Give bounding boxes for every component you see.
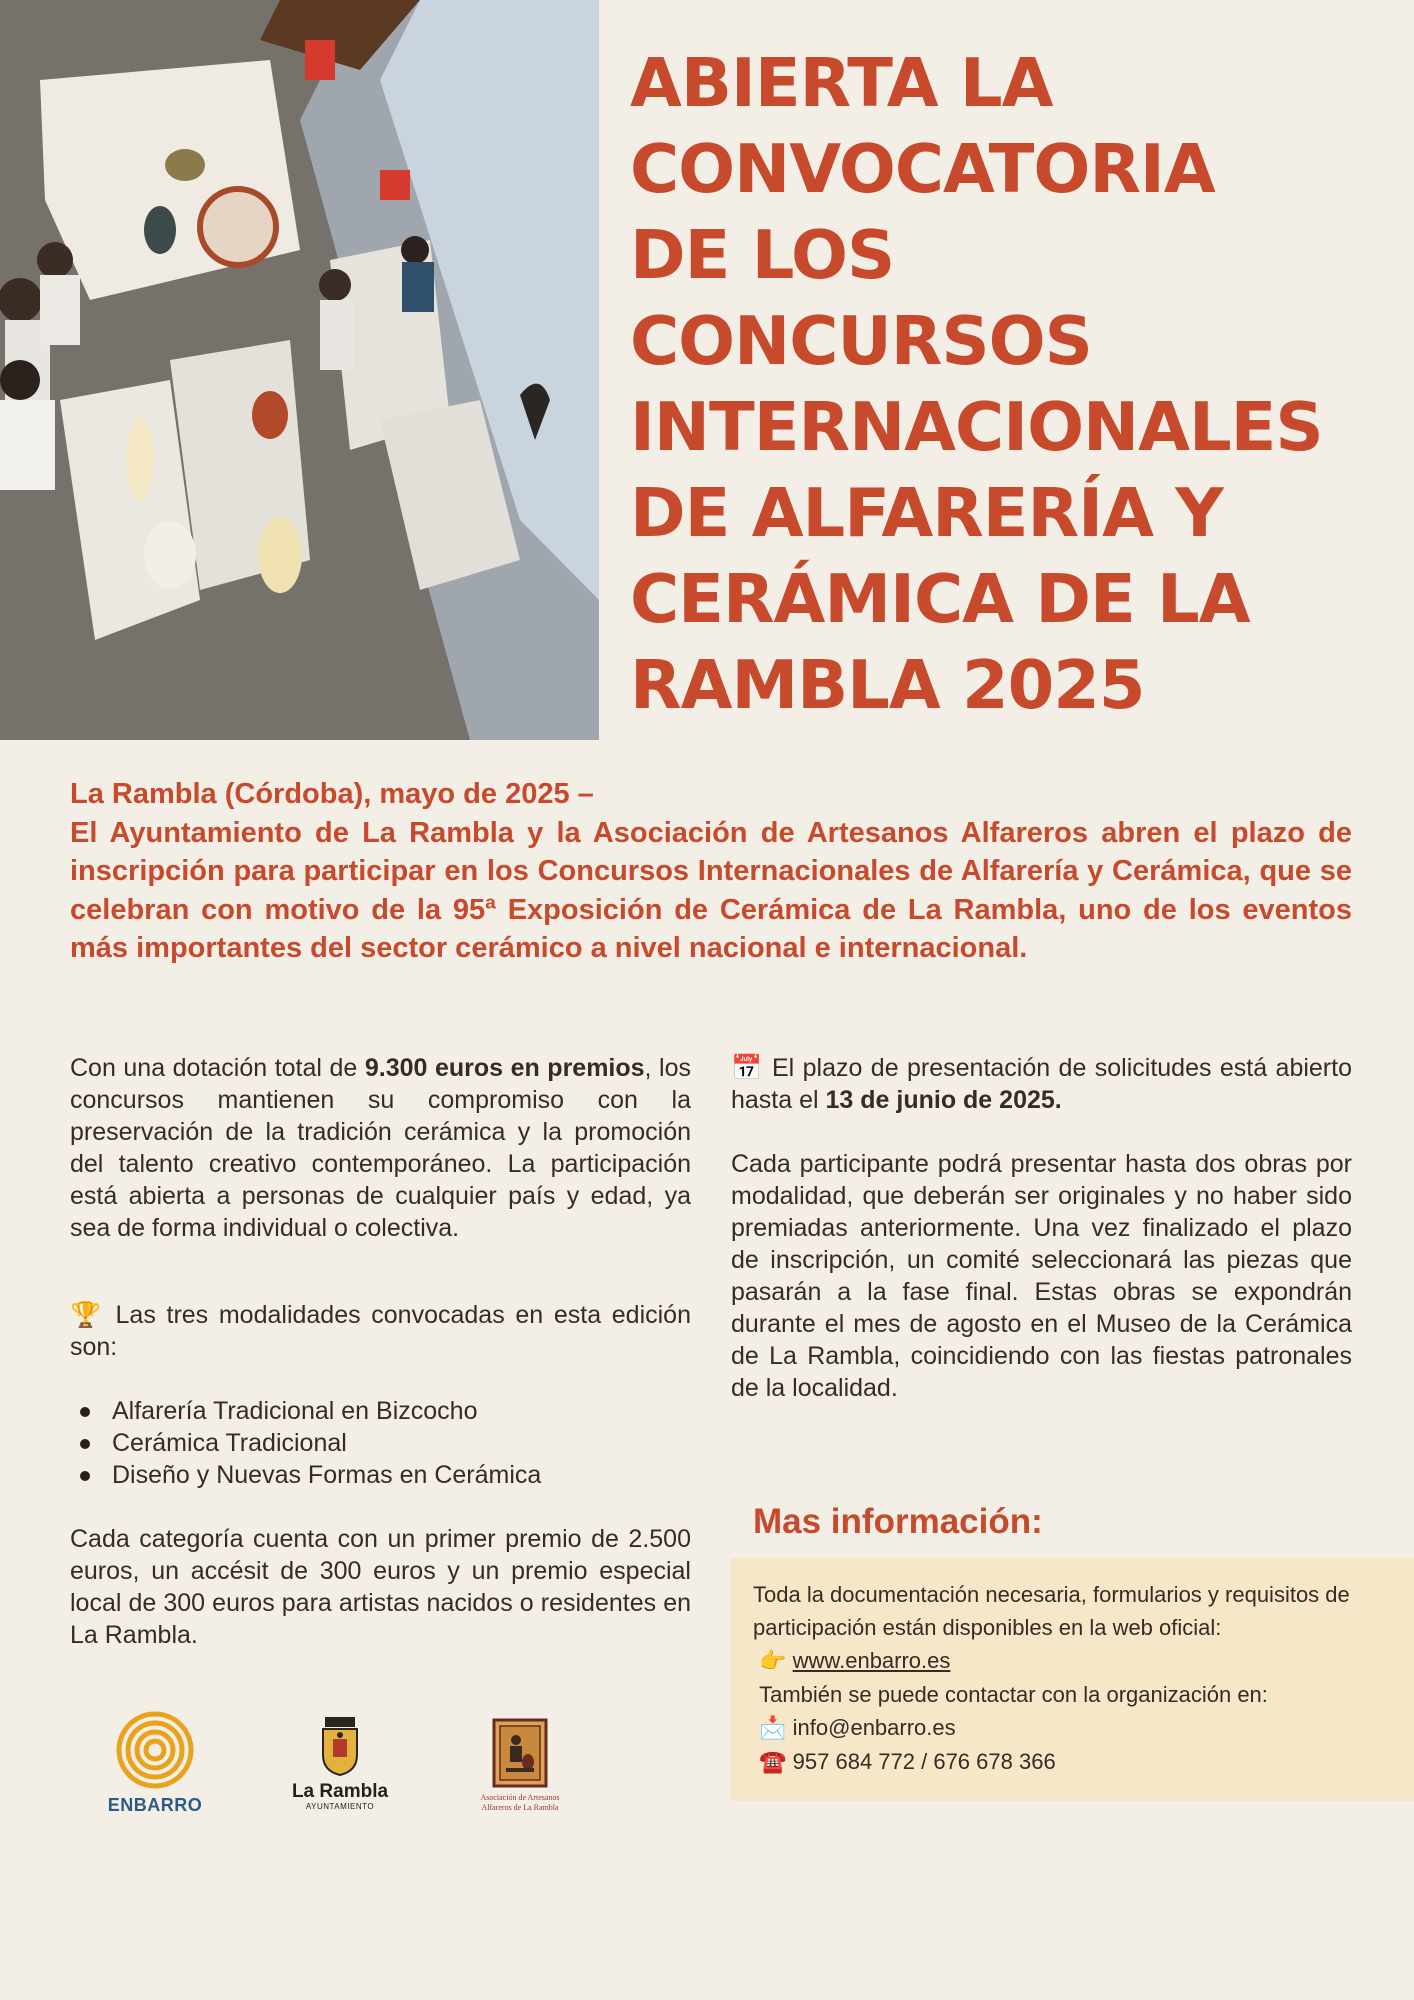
prizes-paragraph: Cada categoría cuenta con un primer premio de 2.500 euros, un accésit de 300 euros y un premio especial local de 300 euros para artistas nacidos o residentes en La Rambla. — [70, 1525, 691, 1649]
asociacion-name-line2: Alfareros de La Rambla — [481, 1803, 559, 1812]
potter-emblem-icon — [492, 1718, 548, 1788]
works-paragraph: Cada participante podrá presentar hasta dos obras por modalidad, que deberán ser originales y no haber sido premiadas anteriormente. Una vez finalizado el plazo de inscripción, un comité seleccionará las piezas que pasarán a la fase final. Estas obras se expondrán durante el mes de agosto en el Museo de la Cerámica de La Rambla, coincidiendo con las fiestas patronales de la localidad. — [731, 1150, 1352, 1402]
text-span: Con una dotación total de — [70, 1054, 365, 1082]
title-line: INTERNACIONALES — [630, 388, 1323, 466]
asociacion-name-line1: Asociación de Artesanos — [480, 1793, 560, 1802]
left-column — [70, 1052, 691, 1651]
email-address[interactable]: info@enbarro.es — [792, 1715, 956, 1740]
dateline: La Rambla (Córdoba), mayo de 2025 – — [70, 778, 594, 810]
title-line: ABIERTA LA — [630, 44, 1053, 122]
text-span: El plazo de presentación de solicitudes está abierto hasta el — [731, 1054, 1352, 1114]
title-line: CERÁMICA DE LA — [630, 560, 1250, 638]
modalities-intro — [70, 1299, 691, 1363]
website-link[interactable]: www.enbarro.es — [792, 1648, 951, 1673]
list-item: Cerámica Tradicional — [112, 1427, 691, 1459]
modalities-intro-text: Las tres modalidades convocadas en esta edición son: — [70, 1301, 691, 1361]
list-item: Alfarería Tradicional en Bizcocho — [112, 1395, 691, 1427]
pointing-hand-icon: 👉 — [759, 1649, 787, 1674]
info-box — [731, 1558, 1414, 1801]
title-line: DE ALFARERÍA Y — [630, 474, 1223, 552]
la-rambla-sub: AYUNTAMIENTO — [305, 1802, 375, 1811]
enbarro-name: ENBARRO — [107, 1795, 203, 1815]
email-line — [753, 1711, 1394, 1745]
trophy-icon: 🏆 — [70, 1300, 105, 1329]
envelope-icon: 📩 — [759, 1716, 787, 1741]
la-rambla-name: La Rambla — [291, 1781, 389, 1802]
contact-label: También se puede contactar con la organización en: — [759, 1682, 1268, 1707]
title-line: CONVOCATORIA — [630, 130, 1215, 208]
web-line — [753, 1644, 1394, 1678]
deadline-paragraph — [731, 1052, 1352, 1116]
asociacion-logo — [460, 1718, 580, 1813]
contact-text — [753, 1678, 1394, 1711]
enbarro-spiral-icon — [115, 1710, 195, 1790]
phone-line — [753, 1745, 1394, 1779]
page-title — [630, 40, 1390, 728]
exhibition-photo — [0, 0, 599, 740]
la-rambla-logo — [280, 1715, 400, 1811]
text-span: , los concursos mantienen su compromiso con la preservación de la tradición cerámica y la promoción del talento creativo contemporáneo. La participación está abierta a personas de cualquier país y edad, ya sea de forma individual o colectiva. — [70, 1054, 691, 1242]
telephone-icon: ☎️ — [759, 1750, 787, 1775]
modalities-list — [70, 1395, 691, 1491]
sponsor-logos — [90, 1700, 610, 1830]
lead-body: El Ayuntamiento de La Rambla y la Asociación de Artesanos Alfareros abren el plazo de inscripción para participar en los Concursos Internacionales de Alfarería y Cerámica, que se celebran con motivo de la 95ª Exposición de Cerámica de La Rambla, uno de los eventos más importantes del sector cerámico a nivel nacional e internacional. — [70, 816, 1352, 964]
exhibition-photo-illustration — [0, 0, 599, 740]
docs-text: Toda la documentación necesaria, formularios y requisitos de participación están disponibles en la web oficial: — [753, 1582, 1350, 1640]
title-line: RAMBLA 2025 — [630, 646, 1145, 724]
prize-total-amount: 9.300 euros en premios — [364, 1054, 645, 1082]
enbarro-logo — [90, 1710, 220, 1816]
right-column — [731, 1052, 1352, 1404]
lead-paragraph — [70, 775, 1352, 968]
prize-total-paragraph — [70, 1052, 691, 1244]
title-line: CONCURSOS — [630, 302, 1092, 380]
title-line: DE LOS — [630, 216, 895, 294]
deadline-date: 13 de junio de 2025. — [825, 1086, 1062, 1114]
phone-numbers[interactable]: 957 684 772 / 676 678 366 — [792, 1749, 1056, 1774]
list-item: Diseño y Nuevas Formas en Cerámica — [112, 1459, 691, 1491]
coat-of-arms-icon — [315, 1715, 365, 1777]
calendar-icon: 📅 — [731, 1053, 764, 1082]
info-heading: Mas información: — [753, 1502, 1043, 1541]
